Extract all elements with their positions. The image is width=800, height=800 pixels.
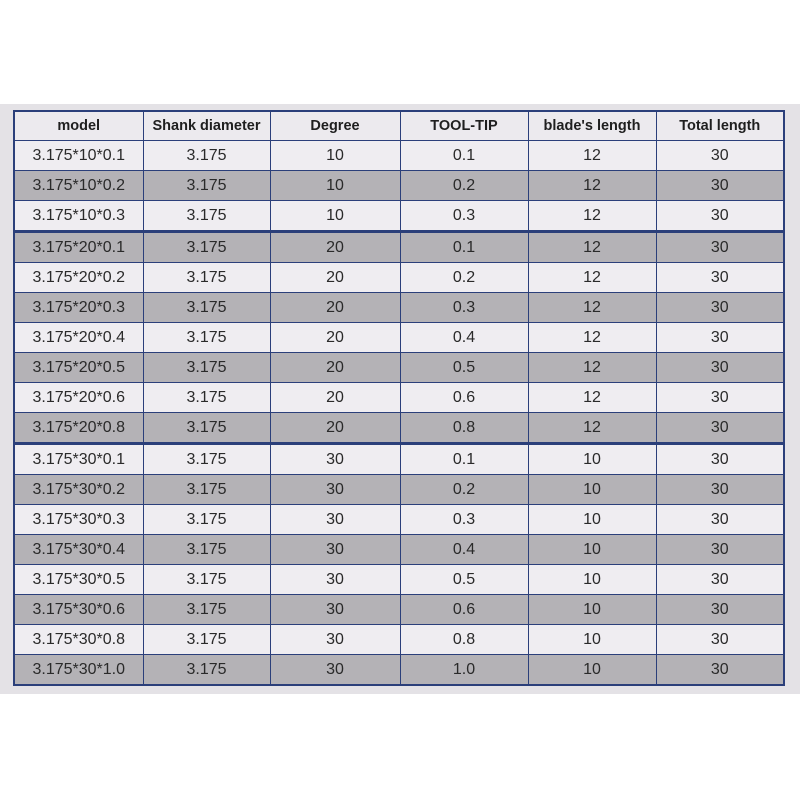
spec-table [13, 110, 785, 686]
cell-total-length: 30 [656, 475, 784, 505]
table-row [14, 141, 784, 171]
cell-tool-tip: 0.8 [400, 413, 528, 444]
cell-shank-diameter: 3.175 [143, 625, 270, 655]
cell-model: 3.175*20*0.5 [14, 353, 143, 383]
cell-model: 3.175*10*0.1 [14, 141, 143, 171]
table-row [14, 353, 784, 383]
cell-blade-length: 12 [528, 353, 656, 383]
cell-blade-length: 10 [528, 475, 656, 505]
cell-tool-tip: 0.6 [400, 595, 528, 625]
cell-blade-length: 12 [528, 413, 656, 444]
cell-shank-diameter: 3.175 [143, 263, 270, 293]
cell-tool-tip: 0.4 [400, 323, 528, 353]
cell-total-length: 30 [656, 171, 784, 201]
cell-blade-length: 10 [528, 505, 656, 535]
table-row [14, 535, 784, 565]
cell-degree: 30 [270, 475, 400, 505]
cell-blade-length: 12 [528, 323, 656, 353]
cell-model: 3.175*10*0.3 [14, 201, 143, 232]
cell-tool-tip: 0.5 [400, 353, 528, 383]
cell-model: 3.175*20*0.3 [14, 293, 143, 323]
table-row [14, 444, 784, 475]
cell-degree: 10 [270, 201, 400, 232]
cell-tool-tip: 0.1 [400, 232, 528, 263]
cell-model: 3.175*20*0.1 [14, 232, 143, 263]
table-row [14, 201, 784, 232]
cell-degree: 10 [270, 141, 400, 171]
cell-blade-length: 12 [528, 201, 656, 232]
cell-total-length: 30 [656, 141, 784, 171]
cell-degree: 30 [270, 565, 400, 595]
cell-blade-length: 12 [528, 263, 656, 293]
table-row [14, 565, 784, 595]
cell-shank-diameter: 3.175 [143, 655, 270, 686]
cell-shank-diameter: 3.175 [143, 565, 270, 595]
table-row [14, 413, 784, 444]
cell-model: 3.175*30*0.6 [14, 595, 143, 625]
cell-model: 3.175*30*0.5 [14, 565, 143, 595]
header-model: model [14, 111, 143, 141]
cell-model: 3.175*30*0.2 [14, 475, 143, 505]
cell-shank-diameter: 3.175 [143, 141, 270, 171]
table-row [14, 323, 784, 353]
cell-degree: 30 [270, 625, 400, 655]
cell-total-length: 30 [656, 505, 784, 535]
cell-shank-diameter: 3.175 [143, 323, 270, 353]
table-row [14, 625, 784, 655]
cell-blade-length: 10 [528, 444, 656, 475]
table-body [14, 141, 784, 686]
cell-tool-tip: 0.3 [400, 293, 528, 323]
cell-blade-length: 10 [528, 625, 656, 655]
table-row [14, 475, 784, 505]
cell-shank-diameter: 3.175 [143, 413, 270, 444]
cell-tool-tip: 0.2 [400, 263, 528, 293]
cell-shank-diameter: 3.175 [143, 595, 270, 625]
table-row [14, 595, 784, 625]
cell-degree: 20 [270, 353, 400, 383]
cell-tool-tip: 0.4 [400, 535, 528, 565]
cell-model: 3.175*20*0.6 [14, 383, 143, 413]
header-total-length: Total length [656, 111, 784, 141]
cell-model: 3.175*10*0.2 [14, 171, 143, 201]
cell-degree: 30 [270, 595, 400, 625]
cell-degree: 10 [270, 171, 400, 201]
table-row [14, 293, 784, 323]
cell-shank-diameter: 3.175 [143, 232, 270, 263]
cell-model: 3.175*20*0.8 [14, 413, 143, 444]
cell-blade-length: 10 [528, 595, 656, 625]
table-row [14, 655, 784, 686]
cell-tool-tip: 0.8 [400, 625, 528, 655]
cell-tool-tip: 0.3 [400, 505, 528, 535]
cell-tool-tip: 0.6 [400, 383, 528, 413]
cell-degree: 30 [270, 444, 400, 475]
cell-total-length: 30 [656, 232, 784, 263]
cell-blade-length: 12 [528, 141, 656, 171]
cell-degree: 20 [270, 293, 400, 323]
cell-model: 3.175*30*0.3 [14, 505, 143, 535]
cell-shank-diameter: 3.175 [143, 171, 270, 201]
header-blade-length: blade's length [528, 111, 656, 141]
cell-degree: 20 [270, 413, 400, 444]
cell-shank-diameter: 3.175 [143, 535, 270, 565]
cell-tool-tip: 0.1 [400, 141, 528, 171]
cell-model: 3.175*30*0.1 [14, 444, 143, 475]
cell-tool-tip: 0.3 [400, 201, 528, 232]
cell-degree: 20 [270, 232, 400, 263]
cell-blade-length: 10 [528, 565, 656, 595]
cell-shank-diameter: 3.175 [143, 444, 270, 475]
cell-total-length: 30 [656, 444, 784, 475]
cell-total-length: 30 [656, 413, 784, 444]
cell-blade-length: 12 [528, 383, 656, 413]
table-row [14, 505, 784, 535]
cell-degree: 30 [270, 535, 400, 565]
cell-degree: 30 [270, 505, 400, 535]
cell-total-length: 30 [656, 625, 784, 655]
cell-shank-diameter: 3.175 [143, 201, 270, 232]
cell-total-length: 30 [656, 595, 784, 625]
cell-total-length: 30 [656, 353, 784, 383]
cell-model: 3.175*30*1.0 [14, 655, 143, 686]
table-row [14, 263, 784, 293]
cell-model: 3.175*20*0.4 [14, 323, 143, 353]
cell-degree: 20 [270, 263, 400, 293]
cell-degree: 20 [270, 323, 400, 353]
cell-tool-tip: 0.2 [400, 171, 528, 201]
header-degree: Degree [270, 111, 400, 141]
cell-shank-diameter: 3.175 [143, 475, 270, 505]
header-tool-tip: TOOL-TIP [400, 111, 528, 141]
cell-blade-length: 12 [528, 232, 656, 263]
cell-total-length: 30 [656, 263, 784, 293]
cell-total-length: 30 [656, 565, 784, 595]
header-row [14, 111, 784, 141]
cell-degree: 20 [270, 383, 400, 413]
cell-total-length: 30 [656, 535, 784, 565]
cell-tool-tip: 0.2 [400, 475, 528, 505]
cell-tool-tip: 0.5 [400, 565, 528, 595]
cell-total-length: 30 [656, 655, 784, 686]
cell-shank-diameter: 3.175 [143, 353, 270, 383]
cell-blade-length: 10 [528, 655, 656, 686]
cell-tool-tip: 1.0 [400, 655, 528, 686]
table-row [14, 171, 784, 201]
header-shank-diameter: Shank diameter [143, 111, 270, 141]
cell-blade-length: 10 [528, 535, 656, 565]
table-row [14, 383, 784, 413]
cell-degree: 30 [270, 655, 400, 686]
cell-tool-tip: 0.1 [400, 444, 528, 475]
cell-blade-length: 12 [528, 171, 656, 201]
cell-model: 3.175*30*0.8 [14, 625, 143, 655]
table-row [14, 232, 784, 263]
cell-blade-length: 12 [528, 293, 656, 323]
cell-model: 3.175*20*0.2 [14, 263, 143, 293]
cell-shank-diameter: 3.175 [143, 383, 270, 413]
cell-total-length: 30 [656, 383, 784, 413]
cell-model: 3.175*30*0.4 [14, 535, 143, 565]
cell-shank-diameter: 3.175 [143, 505, 270, 535]
cell-shank-diameter: 3.175 [143, 293, 270, 323]
cell-total-length: 30 [656, 293, 784, 323]
cell-total-length: 30 [656, 201, 784, 232]
cell-total-length: 30 [656, 323, 784, 353]
